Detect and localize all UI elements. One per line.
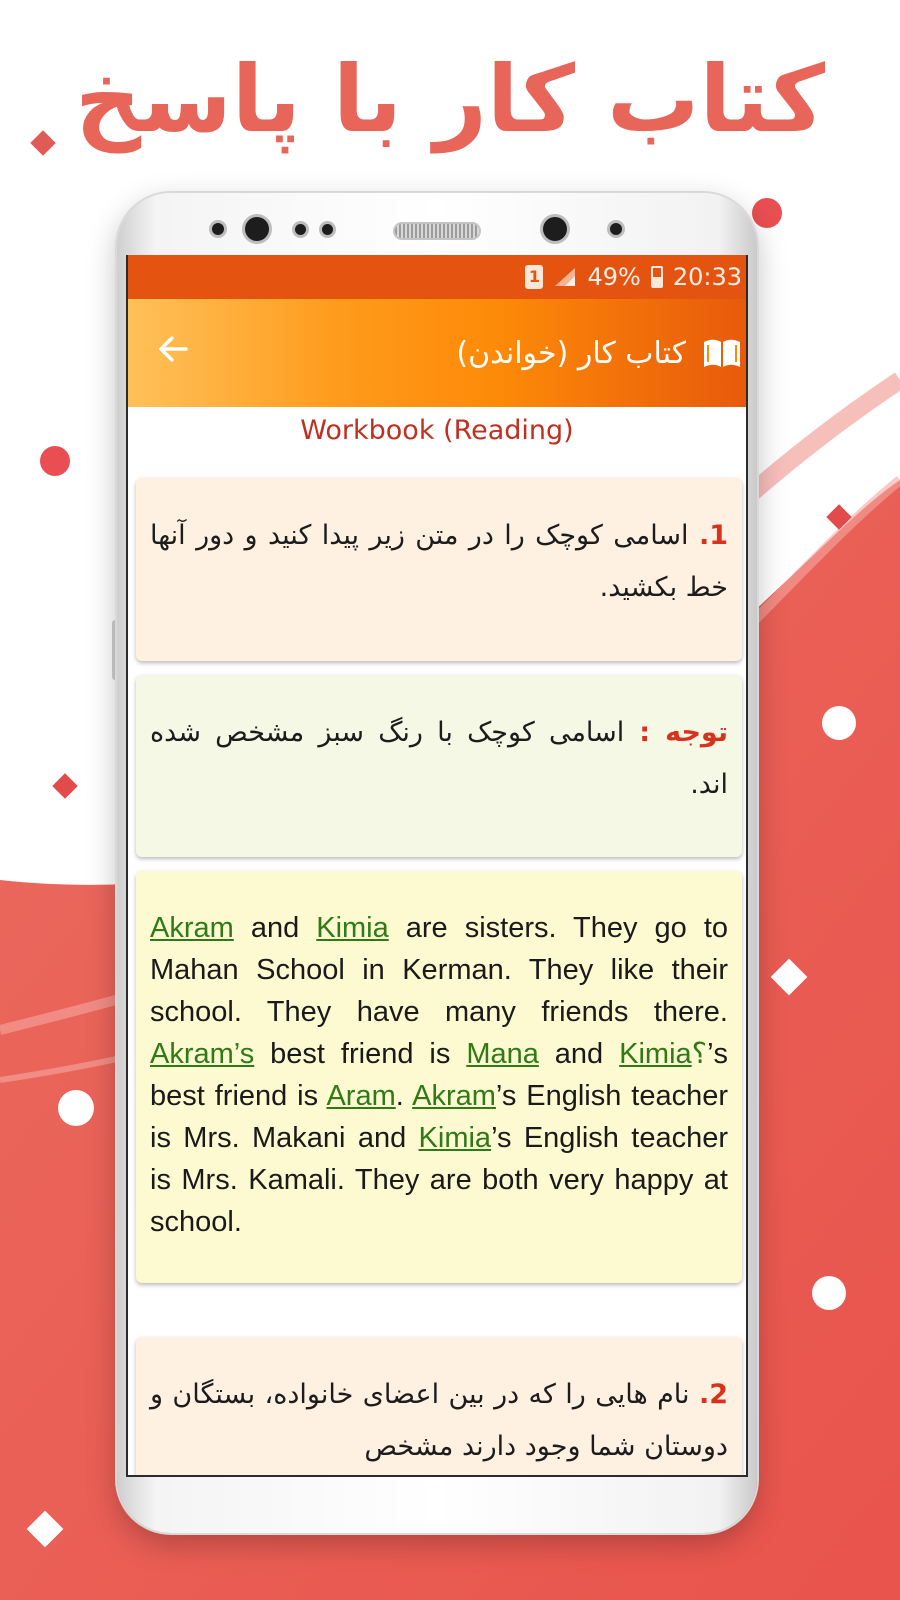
passage-text: ’s English teacher is Mrs. Makani and bbox=[150, 1080, 729, 1154]
battery-percent: 49% bbox=[587, 263, 641, 291]
sensor-icon bbox=[212, 223, 224, 235]
battery-icon bbox=[651, 266, 663, 288]
question-card-1 bbox=[136, 478, 742, 661]
question-number: 1. bbox=[698, 520, 728, 551]
passage-text: . bbox=[395, 1080, 413, 1112]
highlighted-name: Akram’s bbox=[150, 1038, 255, 1070]
sensor-icon bbox=[295, 224, 306, 235]
earpiece-speaker bbox=[395, 224, 479, 238]
sim-icon: 1 bbox=[525, 265, 543, 289]
page-subtitle: Workbook (Reading) bbox=[300, 415, 574, 446]
highlighted-name: Aram bbox=[326, 1080, 396, 1112]
highlighted-name: Kimia bbox=[316, 912, 389, 944]
passage-text: ؟ bbox=[691, 1038, 708, 1070]
note-text: اسامی کوچک با رنگ سبز مشخص شده اند. bbox=[150, 717, 728, 800]
reading-passage-card bbox=[136, 871, 742, 1283]
question-text: اسامی کوچک را در متن زیر پیدا کنید و دور آنها خط بکشید. bbox=[150, 520, 728, 603]
highlighted-name: Akram bbox=[150, 912, 234, 944]
book-icon bbox=[702, 337, 742, 371]
dot-decoration bbox=[812, 1276, 846, 1310]
camera-icon bbox=[245, 217, 269, 241]
dot-decoration bbox=[752, 198, 782, 228]
dot-decoration bbox=[58, 1090, 94, 1126]
note-label: توجه : bbox=[624, 717, 728, 748]
dot-decoration bbox=[822, 706, 856, 740]
status-time: 20:33 bbox=[672, 263, 742, 291]
passage-text: ’s English teacher is Mrs. Kamali. They are both very happy at school. bbox=[150, 1122, 728, 1238]
passage-text: are sisters. They go to Mahan School in Kerman. They like their school. They have many friends there. bbox=[150, 912, 729, 1028]
promo-title: کتاب کار با پاسخ bbox=[74, 46, 826, 153]
app-toolbar bbox=[128, 299, 746, 407]
toolbar-title: کتاب کار (خواندن) bbox=[456, 336, 686, 371]
sensor-icon bbox=[322, 224, 333, 235]
back-button[interactable] bbox=[152, 331, 196, 375]
question-card-2 bbox=[136, 1337, 742, 1477]
passage-text: ’s best friend is bbox=[150, 1038, 729, 1112]
highlighted-name: Kimia bbox=[619, 1038, 692, 1070]
passage-text: and bbox=[538, 1038, 620, 1070]
sensor-icon bbox=[610, 223, 622, 235]
status-bar bbox=[128, 255, 746, 299]
front-camera-icon bbox=[543, 217, 567, 241]
passage-text: and bbox=[233, 912, 317, 944]
note-card bbox=[136, 675, 742, 857]
dot-decoration bbox=[40, 446, 70, 476]
app-screen bbox=[126, 255, 748, 1477]
passage-text: best friend is bbox=[254, 1038, 467, 1070]
highlighted-name: Kimia bbox=[418, 1122, 492, 1154]
highlighted-name: Akram bbox=[412, 1080, 496, 1112]
arrow-left-icon bbox=[156, 331, 192, 367]
status-icons bbox=[525, 255, 742, 299]
question-text: نام هایی را که در بین اعضای خانواده، بستگان و دوستان شما وجود دارند مشخص bbox=[150, 1379, 728, 1462]
signal-icon bbox=[553, 266, 577, 288]
question-number: 2. bbox=[698, 1379, 728, 1410]
highlighted-name: Mana bbox=[466, 1038, 539, 1070]
